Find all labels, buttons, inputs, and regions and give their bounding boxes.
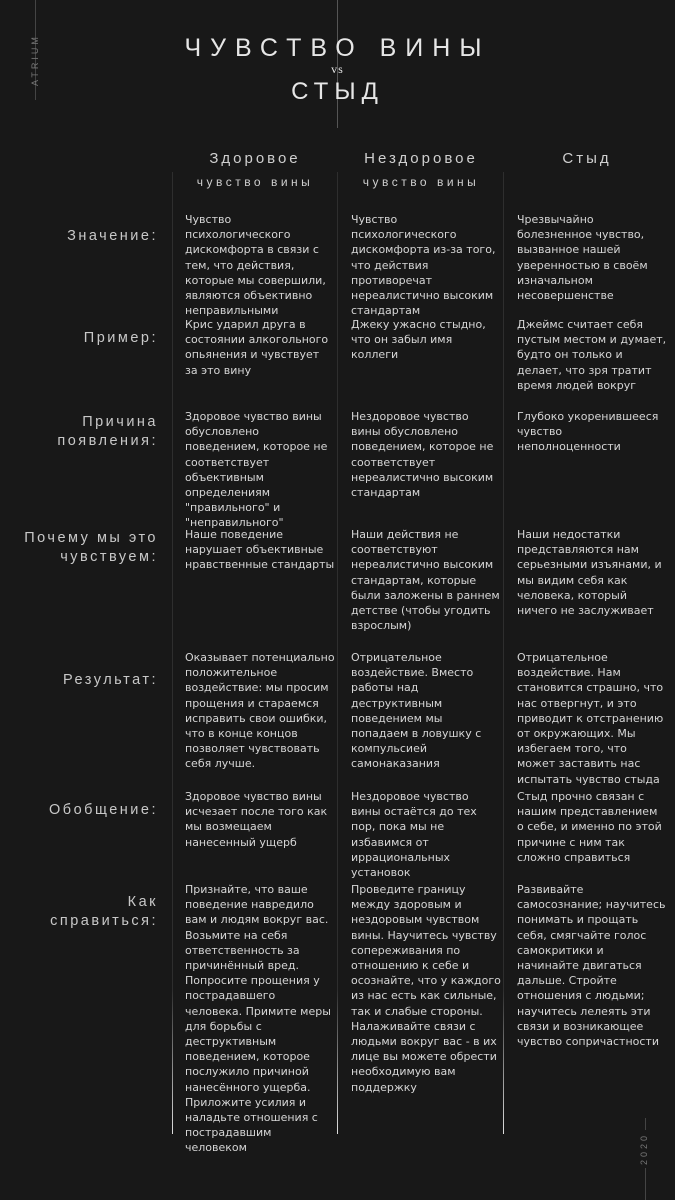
row-label: чувствуем: <box>60 549 158 565</box>
column-divider-2 <box>337 172 338 1134</box>
table-cell: Стыд прочно связан с нашим представлением о себе, и именно по этой причине с ним так сложно справиться <box>517 790 662 864</box>
row-label: Обобщение: <box>49 802 158 818</box>
table-cell: Проведите границу между здоровым и нездоровым чувством вины. Научитесь чувству сопереживания по отношению к себе и осознайте, что у каждого из нас есть как сильные, так и слабые стороны. Налаживайте связи с людьми вокруг вас - в их лице вы можете обрести необходимую вам поддержку <box>351 883 501 1094</box>
row-label: появления: <box>57 433 158 449</box>
table-cell: Крис ударил друга в состоянии алкогольного опьянения и чувствует за это вину <box>185 318 329 377</box>
row-label: Почему мы это <box>24 530 158 546</box>
row-label: Значение: <box>67 228 158 244</box>
table-cell: Нездоровое чувство вины остаётся до тех пор, пока мы не избавимся от иррациональных установок <box>351 790 477 880</box>
row-label: Результат: <box>63 672 158 688</box>
column-header-healthy: Здоровое <box>209 150 301 167</box>
title-line-1: ЧУВСТВО ВИНЫ <box>184 34 491 62</box>
table-cell: Развивайте самосознание; научитесь понимать и прощать себя, смягчайте голос самокритики и начинайте двигаться дальше. Стройте отношения с людьми; научитесь лелеять эти связи и возникающее чувство сопричастности <box>517 883 666 1049</box>
table-cell: Признайте, что ваше поведение навредило вам и людям вокруг вас. Возьмите на себя ответственность за причинённый вред. Попросите прощения у пострадавшего человека. Примите меры для борьбы с деструктивным поведением, которое послужило причиной нанесённого ущерба. Приложите усилия и наладьте отношения с пострадавшим человеком <box>185 883 331 1155</box>
table-cell: Отрицательное воздействие. Нам становится страшно, что нас отвергнут, и это приводит к отстранению от окружающих. Мы избегаем того, что может заставить нас испытать чувство стыда <box>517 651 664 786</box>
column-header-shame: Стыд <box>562 150 612 167</box>
row-label: Пример: <box>83 330 158 346</box>
table-cell: Чувство психологического дискомфорта в связи с тем, что действия, которые мы совершили, являются объективно неправильными <box>185 213 326 318</box>
table-cell: Чувство психологического дискомфорта из-за того, что действия противоречат нереалистично высоким стандартам <box>351 213 496 318</box>
table-cell: Чрезвычайно болезненное чувство, вызванное нашей уверенностью в своём изначальном несовершенстве <box>517 213 648 303</box>
table-cell: Наши действия не соответствуют нереалистично высоким стандартам, которые были заложены в раннем детстве (чтобы угодить взрослым) <box>351 528 500 633</box>
table-cell: Глубоко укоренившееся чувство неполноценности <box>517 410 659 454</box>
table-cell: Оказывает потенциально положительное воздействие: мы просим прощения и стараемся исправить свои ошибки, что в конце концов позволяет чувствовать себя лучше. <box>185 651 335 771</box>
row-label: справиться: <box>50 913 158 929</box>
table-cell: Отрицательное воздействие. Вместо работы над деструктивным поведением мы попадаем в ловушку с компульсией самонаказания <box>351 651 482 771</box>
row-label: Как <box>127 894 158 910</box>
table-cell: Джеку ужасно стыдно, что он забыл имя коллеги <box>351 318 486 362</box>
column-divider-3 <box>503 172 504 1134</box>
column-header-unhealthy: Нездоровое <box>364 150 478 167</box>
table-cell: Здоровое чувство вины обусловлено поведением, которое не соответствует объективным определениям "правильного" и "неправильного" <box>185 410 328 530</box>
column-subheader-healthy: чувство вины <box>196 175 314 189</box>
table-cell: Нездоровое чувство вины обусловлено поведением, которое не соответствует нереалистично высоким стандартам <box>351 410 494 500</box>
column-divider-1 <box>172 172 173 1134</box>
table-cell: Здоровое чувство вины исчезает после того как мы возмещаем нанесенный ущерб <box>185 790 328 849</box>
table-cell: Наше поведение нарушает объективные нравственные стандарты <box>185 528 335 572</box>
column-subheader-unhealthy: чувство вины <box>362 175 480 189</box>
title-line-2: СТЫД <box>291 78 384 105</box>
brand-logo: ATRIUM <box>30 34 40 86</box>
year-label: 2020 <box>639 1130 649 1168</box>
row-label: Причина <box>82 414 158 430</box>
table-cell: Джеймс считает себя пустым местом и думает, будто он только и делает, что зря тратит время людей вокруг <box>517 318 667 392</box>
table-cell: Наши недостатки представляются нам серьезными изъянами, и мы видим себя как человека, который ничего не заслуживает <box>517 528 662 618</box>
title-vs: vs <box>331 62 344 76</box>
